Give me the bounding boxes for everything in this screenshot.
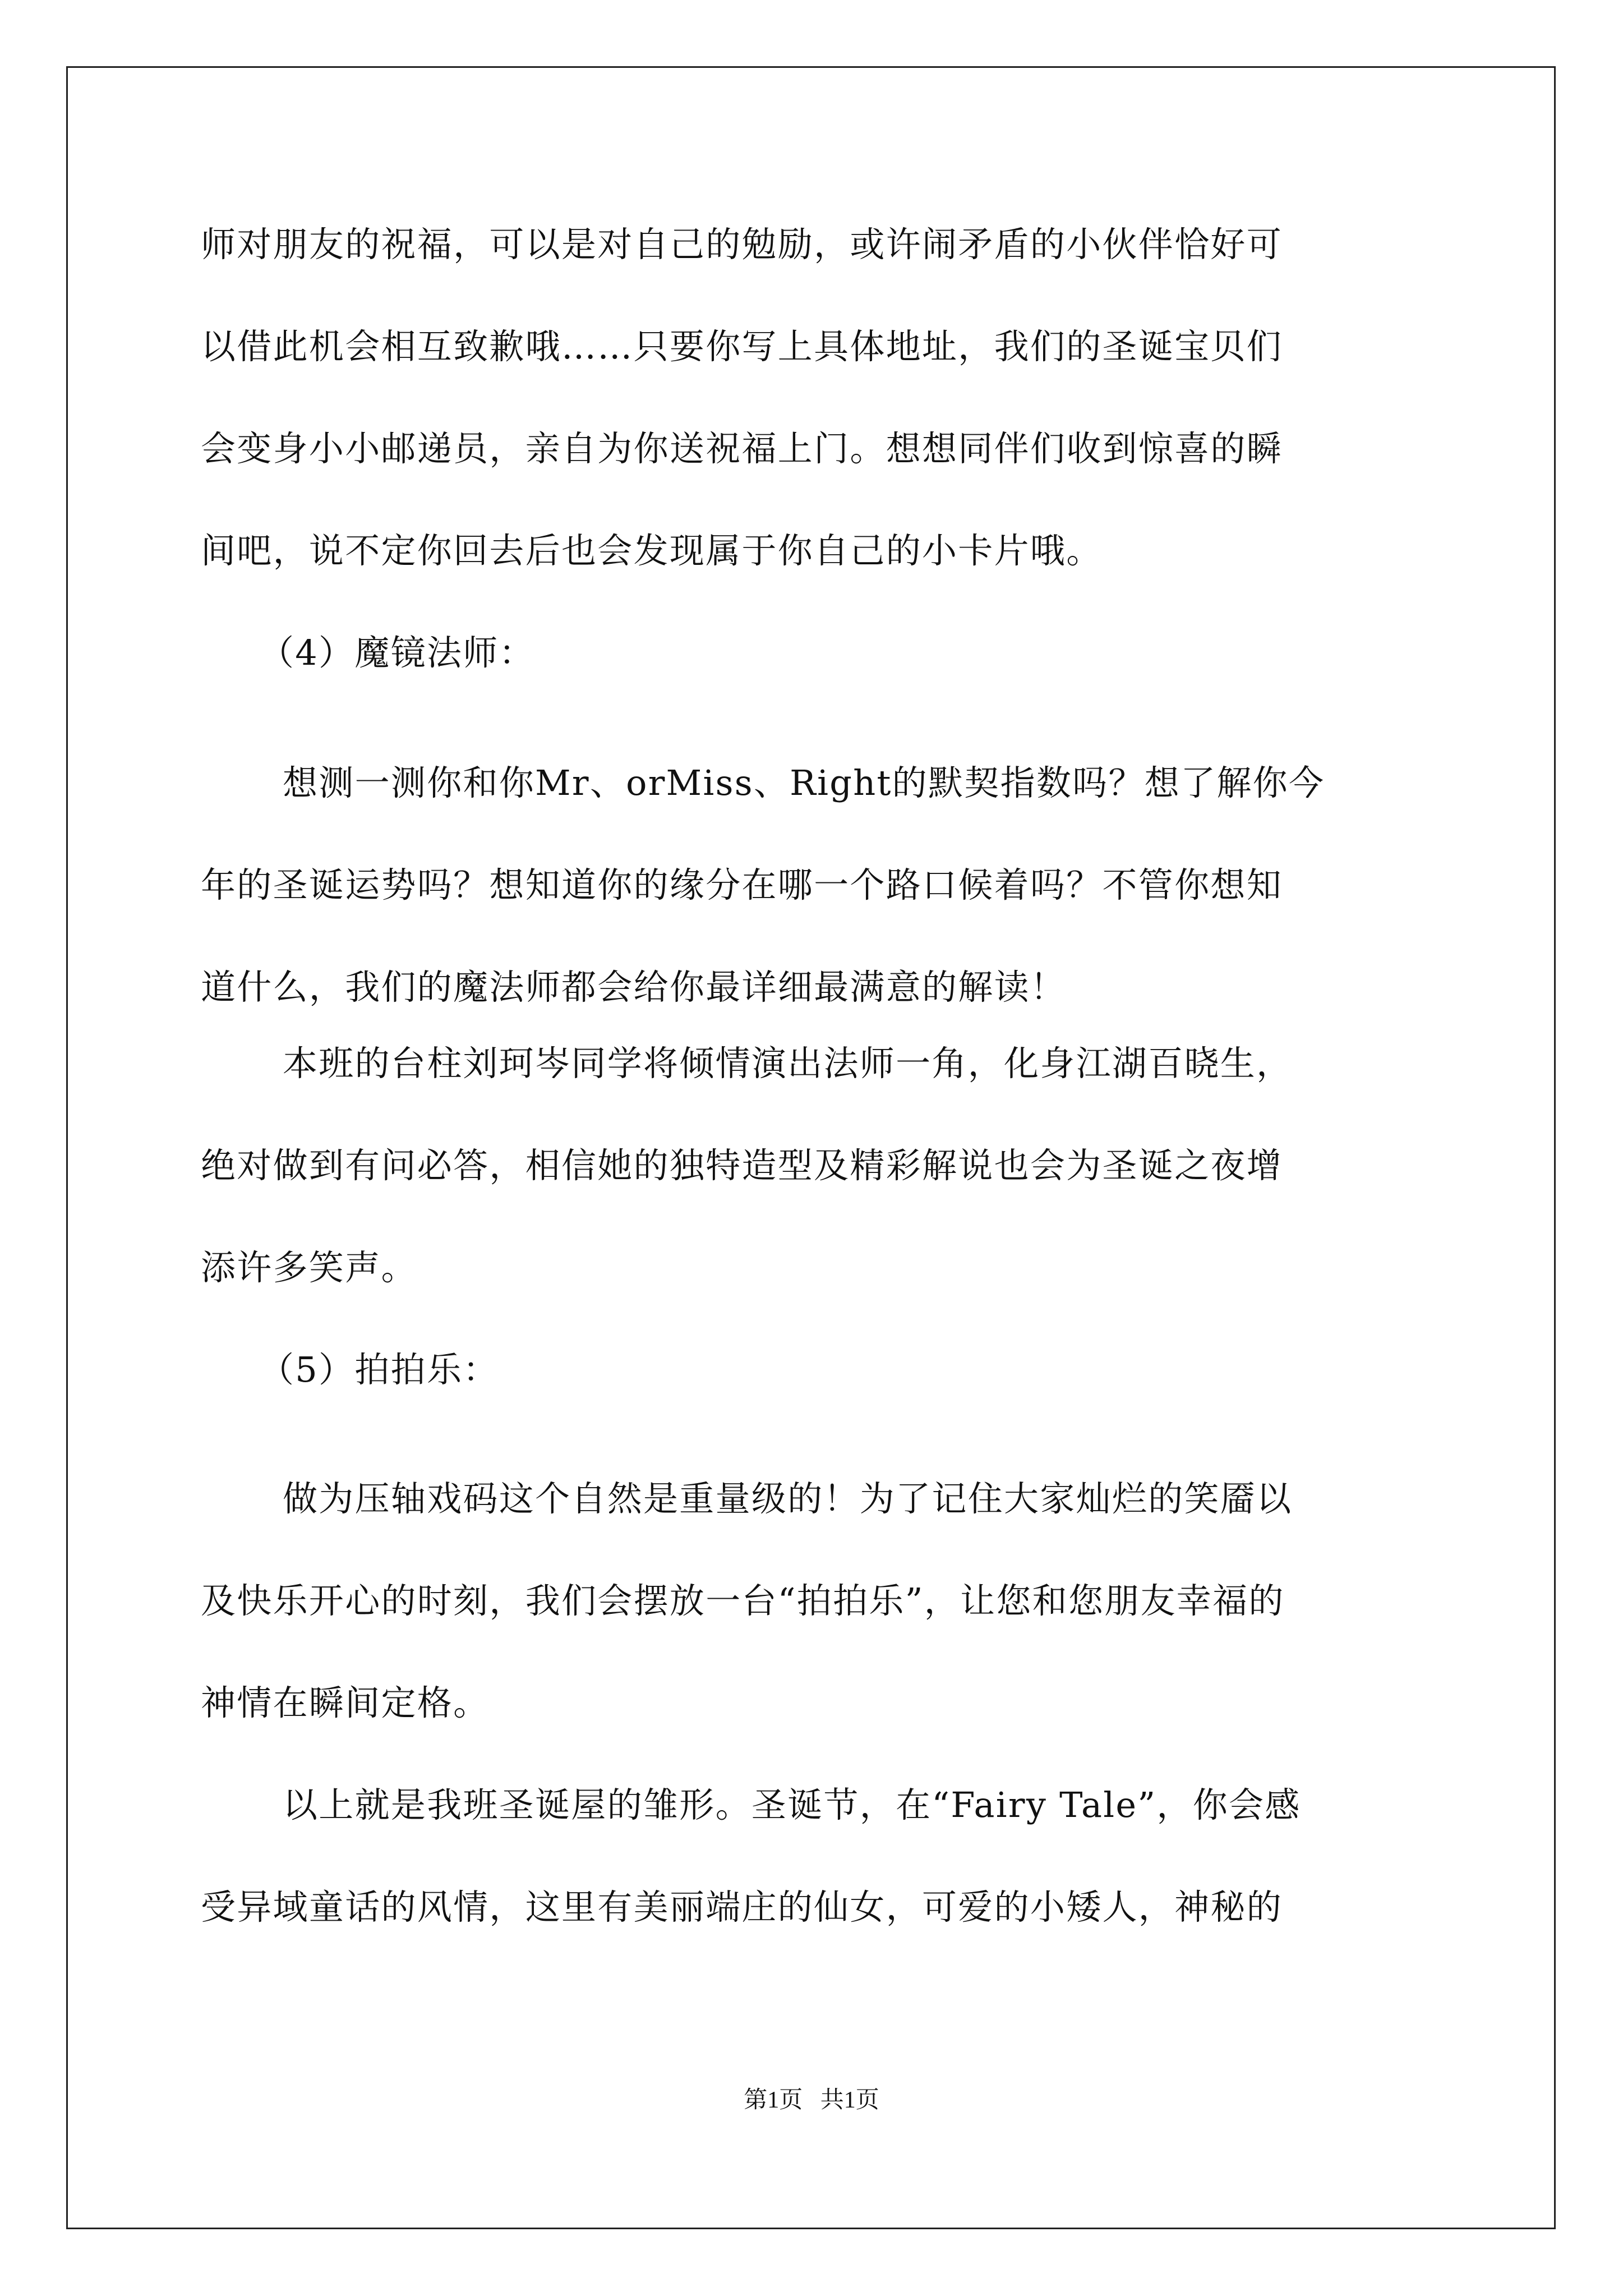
body-line: 会变身小小邮递员，亲自为你送祝福上门。想想同伴们收到惊喜的瞬 (201, 428, 1283, 469)
body-line: 道什么，我们的魔法师都会给你最详细最满意的解读！ (201, 967, 1067, 1007)
body-line: 师对朋友的祝福，可以是对自己的勉励，或许闹矛盾的小伙伴恰好可 (201, 224, 1283, 265)
body-line: 及快乐开心的时刻，我们会摆放一台“拍拍乐”，让您和您朋友幸福的 (201, 1580, 1285, 1621)
page-footer: 第1页 共1页 (744, 2087, 879, 2113)
body-line: 间吧，说不定你回去后也会发现属于你自己的小卡片哦。 (201, 530, 1103, 571)
section-heading-photo-booth: （5）拍拍乐： (259, 1349, 499, 1390)
body-line: 以借此机会相互致歉哦……只要你写上具体地址，我们的圣诞宝贝们 (201, 326, 1283, 367)
body-line: 绝对做到有问必答，相信她的独特造型及精彩解说也会为圣诞之夜增 (201, 1145, 1283, 1186)
body-line: 年的圣诞运势吗？想知道你的缘分在哪一个路口候着吗？不管你想知 (201, 864, 1283, 905)
paragraph-first-line: 以上就是我班圣诞屋的雏形。圣诞节，在“Fairy Tale”，你会感 (283, 1784, 1301, 1825)
body-line: 添许多笑声。 (201, 1247, 417, 1288)
paragraph-first-line: 本班的台柱刘珂岑同学将倾情演出法师一角，化身江湖百晓生， (283, 1043, 1293, 1084)
paragraph-first-line: 想测一测你和你Mr、orMiss、Right的默契指数吗？想了解你今 (283, 762, 1325, 803)
paragraph-first-line: 做为压轴戏码这个自然是重量级的！为了记住大家灿烂的笑靥以 (283, 1478, 1293, 1519)
section-heading-magic-mirror: （4）魔镜法师： (259, 632, 535, 673)
body-line: 神情在瞬间定格。 (201, 1682, 490, 1723)
body-line: 受异域童话的风情，这里有美丽端庄的仙女，可爱的小矮人，神秘的 (201, 1887, 1283, 1927)
